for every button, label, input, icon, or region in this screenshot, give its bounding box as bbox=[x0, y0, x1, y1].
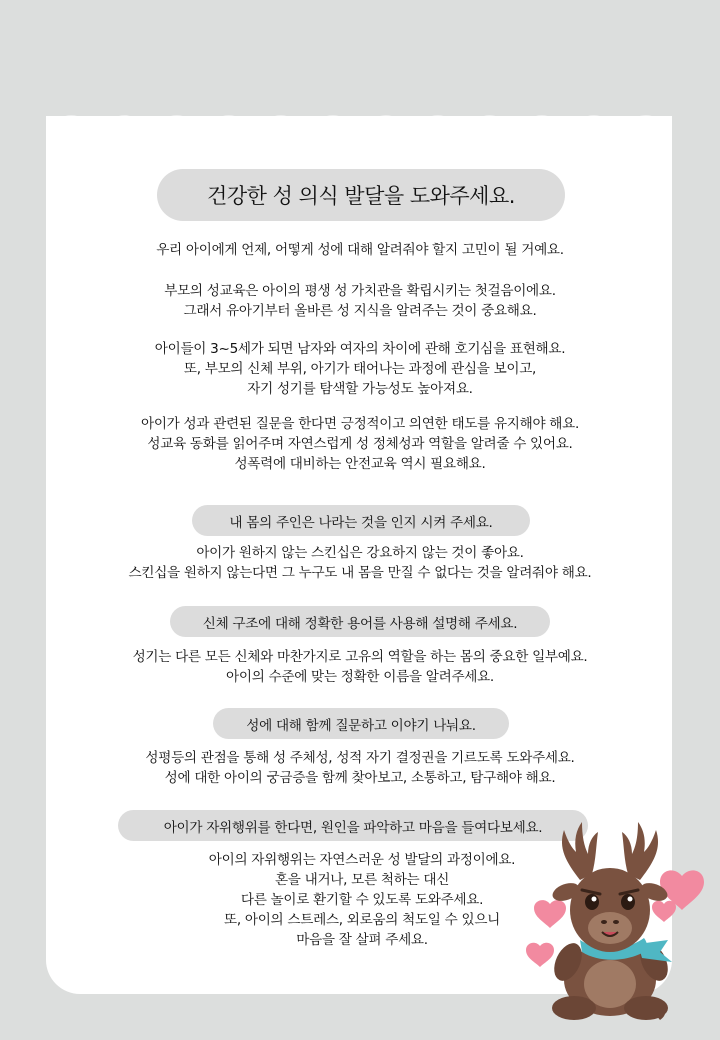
intro-line: 아이들이 3~5세가 되면 남자와 여자의 차이에 관해 호기심을 표현해요. bbox=[154, 341, 566, 357]
section-heading-body-ownership: 내 몸의 주인은 나라는 것을 인지 시켜 주세요. bbox=[192, 505, 530, 536]
section-line: 다른 놀이로 환기할 수 있도록 도와주세요. bbox=[240, 892, 484, 908]
heart-icon bbox=[534, 900, 566, 928]
intro-line: 성교육 동화를 읽어주며 자연스럽게 성 정체성과 역할을 알려줄 수 있어요. bbox=[147, 436, 573, 452]
page-title: 건강한 성 의식 발달을 도와주세요. bbox=[157, 169, 565, 221]
intro-line: 성폭력에 대비하는 안전교육 역시 필요해요. bbox=[234, 456, 486, 472]
intro-paragraph-1 bbox=[60, 240, 660, 260]
section-heading-talk-together: 성에 대해 함께 질문하고 이야기 나눠요. bbox=[213, 708, 509, 739]
intro-paragraph-4 bbox=[60, 414, 660, 474]
moose-mascot-illustration bbox=[522, 812, 706, 1024]
section-line: 성에 대한 아이의 궁금증을 함께 찾아보고, 소통하고, 탐구해야 해요. bbox=[164, 770, 556, 786]
intro-line: 우리 아이에게 언제, 어떻게 성에 대해 알려줘야 할지 고민이 될 거예요. bbox=[156, 242, 564, 258]
intro-line: 자기 성기를 탐색할 가능성도 높아져요. bbox=[247, 381, 473, 397]
section-line: 아이가 원하지 않는 스킨십은 강요하지 않는 것이 좋아요. bbox=[196, 545, 524, 561]
section-heading-self-touch: 아이가 자위행위를 한다면, 원인을 파악하고 마음을 들여다보세요. bbox=[118, 810, 588, 841]
intro-line: 또, 부모의 신체 부위, 아기가 태어나는 과정에 관심을 보이고, bbox=[183, 361, 537, 377]
section-line: 스킨십을 원하지 않는다면 그 누구도 내 몸을 만질 수 없다는 것을 알려줘야 해요. bbox=[128, 565, 592, 581]
section-line: 아이의 자위행위는 자연스러운 성 발달의 과정이에요. bbox=[208, 852, 516, 868]
section-line: 마음을 잘 살펴 주세요. bbox=[296, 932, 428, 948]
intro-paragraph-2 bbox=[60, 281, 660, 321]
intro-paragraph-3 bbox=[60, 339, 660, 399]
intro-line: 그래서 유아기부터 올바른 성 지식을 알려주는 것이 중요해요. bbox=[183, 303, 537, 319]
intro-line: 아이가 성과 관련된 질문을 한다면 긍정적이고 의연한 태도를 유지해야 해요. bbox=[141, 416, 579, 432]
section-line: 성기는 다른 모든 신체와 마찬가지로 고유의 역할을 하는 몸의 중요한 일부예요. bbox=[132, 649, 588, 665]
section-body-body-terms bbox=[60, 647, 660, 687]
section-body-talk-together bbox=[60, 748, 660, 788]
section-line: 또, 아이의 스트레스, 외로움의 척도일 수 있으니 bbox=[224, 912, 500, 928]
section-line: 성평등의 관점을 통해 성 주체성, 성적 자기 결정권을 기르도록 도와주세요. bbox=[145, 750, 575, 766]
heart-icon bbox=[526, 943, 554, 967]
section-line: 혼을 내거나, 모른 척하는 대신 bbox=[274, 872, 450, 888]
section-body-body-ownership bbox=[60, 543, 660, 583]
heart-icon bbox=[652, 901, 676, 922]
intro-line: 부모의 성교육은 아이의 평생 성 가치관을 확립시키는 첫걸음이에요. bbox=[164, 283, 556, 299]
section-line: 아이의 수준에 맞는 정확한 이름을 알려주세요. bbox=[226, 669, 494, 685]
section-heading-body-terms: 신체 구조에 대해 정확한 용어를 사용해 설명해 주세요. bbox=[170, 606, 550, 637]
